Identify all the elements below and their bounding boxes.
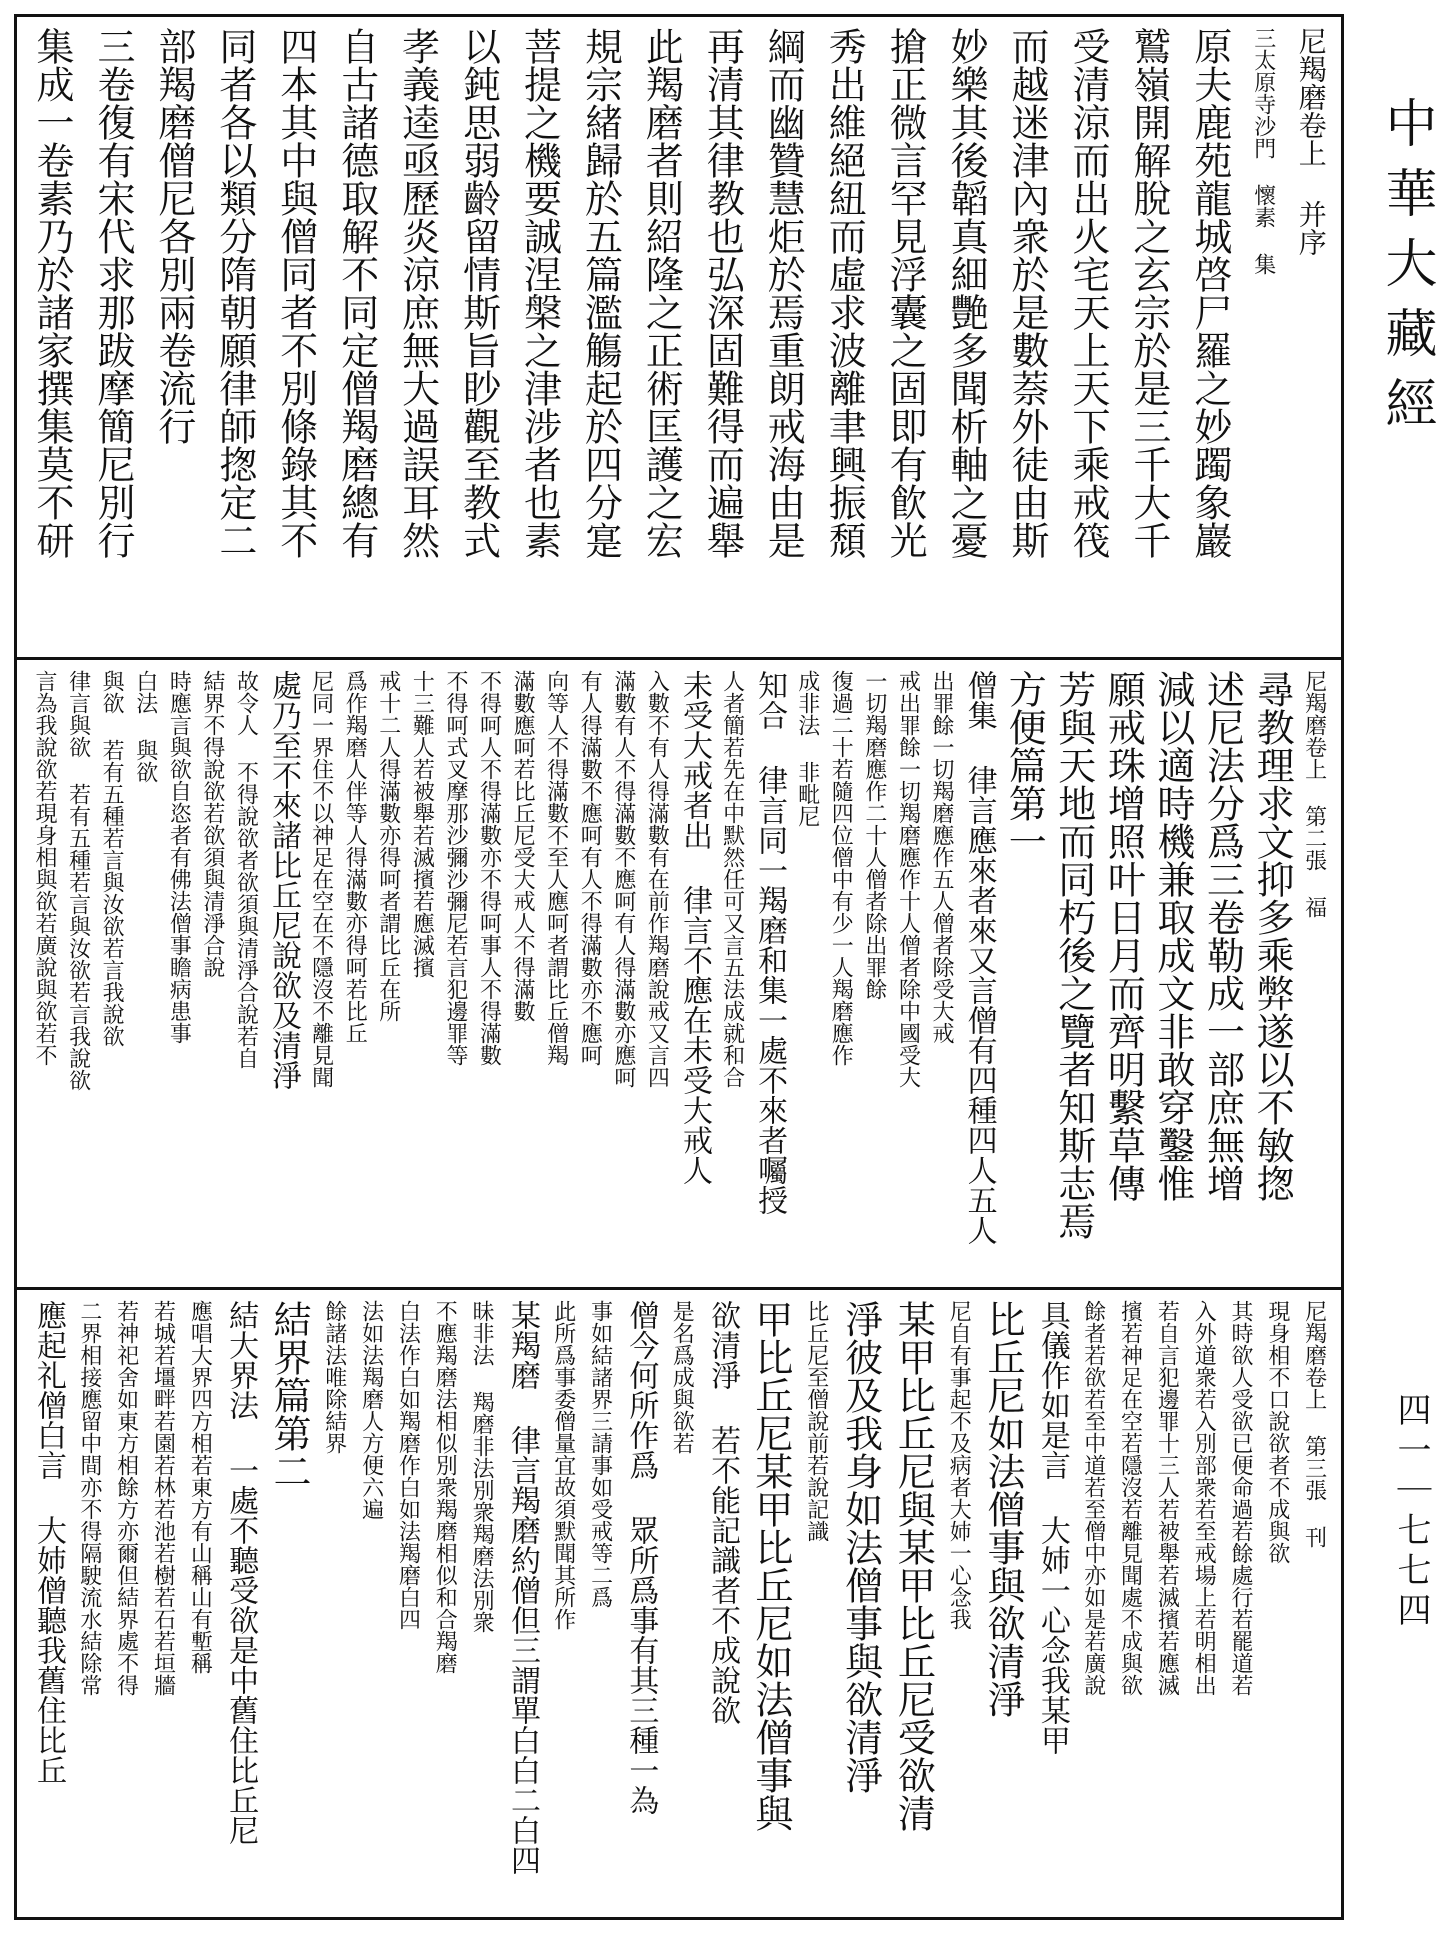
text-column: 出罪餘一切羯磨應作五人僧者除受大戒 <box>929 670 955 1044</box>
text-column: 滿數應呵若比丘尼受大戒人不得滿數 <box>510 670 536 1022</box>
text-column: 與欲 若有五種若言與汝欲若言我說欲 <box>99 670 125 1047</box>
text-column: 律言與欲 若有五種若言與汝欲若言我說欲 <box>65 670 91 1091</box>
text-column: 戒出罪餘一切羯磨應作十人僧者除中國受大 <box>895 670 921 1088</box>
text-column: 部羯磨僧尼各別兩卷流行 <box>151 27 196 445</box>
text-column: 此羯磨者則紹隆之正術匡護之宏 <box>639 27 684 559</box>
text-column: 昧非法 羯磨非法別衆羯磨法別衆 <box>469 1300 495 1633</box>
text-column: 時應言與欲自恣者有佛法僧事瞻病患事 <box>166 670 192 1044</box>
text-column: 而越迷津內衆於是數萘外徒由斯 <box>1005 27 1049 559</box>
text-column: 甲比丘尼某甲比丘尼如法僧事與 <box>748 1300 793 1832</box>
text-column: 餘諸法唯除結界 <box>321 1300 347 1454</box>
text-column: 應起礼僧白言 大姉僧聽我舊住比丘 <box>31 1300 66 1785</box>
text-column: 原夫鹿苑龍城啓尸羅之妙躅象巖 <box>1187 27 1232 559</box>
scripture-page <box>14 14 1344 1920</box>
text-column: 現身相不口說欲者不成與欲 <box>1264 1300 1290 1564</box>
text-column: 願戒珠增照叶日月而齊明繫草傳 <box>1101 670 1146 1202</box>
text-column: 一切羯磨應作二十人僧者除出罪餘 <box>861 670 887 1000</box>
text-column: 若城若壃畔若園若林若池若樹若石若垣牆 <box>150 1300 176 1696</box>
column-group-middle <box>33 670 1325 1277</box>
text-column: 不應羯磨法相似別衆羯磨相似和合羯磨 <box>432 1300 458 1674</box>
text-column: 處乃至不來諸比丘尼說欲及清淨 <box>266 670 302 1090</box>
text-column: 是名爲成與欲若 <box>669 1300 695 1454</box>
text-column: 此所爲事委僧量宜故須默聞其所作 <box>550 1300 576 1630</box>
text-column: 白法 與欲 <box>132 670 158 783</box>
text-column: 自古諸德取解不同定僧羯磨總有 <box>334 27 379 559</box>
text-column: 入數不有人得滿數有在前作羯磨說戒又言四 <box>644 670 670 1088</box>
text-column: 爲作羯磨人伴等人得滿數亦得呵若比丘 <box>342 670 368 1044</box>
text-column: 向等人不得滿數不至人應呵者謂比丘僧羯 <box>543 670 569 1066</box>
text-column: 十三難人若被舉若滅擯若應滅擯 <box>409 670 435 978</box>
text-column: 妙樂其後韜真細艷多聞析軸之憂 <box>944 27 989 559</box>
text-column: 受清涼而出火宅天上天下乘戒筏 <box>1065 27 1110 559</box>
text-column: 芳與天地而同朽後之覽者知斯志焉 <box>1051 670 1096 1240</box>
text-column: 僧今何所作爲 眾所爲事有其三種一為 <box>623 1300 659 1815</box>
text-column: 方便篇第一 <box>1002 670 1047 860</box>
text-column: 戒十二人得滿數亦得呵者謂比丘在所 <box>375 670 401 1022</box>
text-panel-middle <box>14 660 1344 1290</box>
text-column: 僧集 律言應來者來又言僧有四種四人五人 <box>961 670 997 1245</box>
text-column: 尼同一界住不以神足在空在不隱沒不離見聞 <box>308 670 334 1088</box>
text-column: 其時欲人受欲已便命過若餘處行若罷道若 <box>1228 1300 1254 1696</box>
text-column: 擯若神足在空若隱沒若離見聞處不成與欲 <box>1117 1300 1143 1696</box>
text-column: 四本其中與僧同者不別條錄其不 <box>273 27 318 559</box>
text-column: 結大界法 一處不聽受欲是中舊住比丘尼 <box>223 1300 259 1845</box>
text-column: 尼自有事起不及病者大姉一心念我 <box>946 1300 972 1630</box>
text-column: 以鈍思弱齡留情斯旨眇觀至教式 <box>456 27 501 559</box>
text-column: 故令人 不得說欲者欲須與清淨合說若自 <box>233 670 259 1069</box>
text-column: 不得呵式叉摩那沙彌沙彌尼若言犯邊罪等 <box>442 670 468 1066</box>
page-number: 四一｜七七四 <box>1391 1392 1431 1632</box>
text-column: 三太原寺沙門 懷素 集 <box>1250 27 1276 275</box>
text-column: 再清其律教也弘深固難得而遍舉 <box>700 27 745 559</box>
text-column: 述尼法分爲三卷勒成一部庶無增 <box>1200 670 1245 1202</box>
text-column: 尋教理求文抑多乘弊遂以不敏揔 <box>1250 670 1295 1202</box>
collection-title: 中華大藏經 <box>1376 96 1436 446</box>
text-column: 綱而幽贊慧炬於焉重朗戒海由是 <box>761 27 806 559</box>
text-column: 事如結諸界三請事如受戒等二爲 <box>587 1300 613 1608</box>
text-column: 尼羯磨卷上 第三張 刊 <box>1301 1300 1327 1548</box>
text-column: 尼羯磨卷上 并序 <box>1294 27 1328 256</box>
column-group-top <box>30 27 1328 647</box>
text-column: 孝義逵亟歷炎涼庶無大過誤耳然 <box>395 27 440 559</box>
text-column: 菩提之機要誠涅槃之津涉者也素 <box>517 27 562 559</box>
text-column: 二界相接應留中間亦不得隔駛流水結除常 <box>76 1300 102 1696</box>
text-column: 某甲比丘尼與某甲比丘尼受欲清 <box>891 1300 936 1832</box>
text-column: 餘者若欲若至中道若至僧中亦如是若廣說 <box>1080 1300 1106 1696</box>
text-column: 言為我說欲若現身相與欲若廣說與欲若不 <box>32 670 57 1066</box>
text-column: 結界篇第二 <box>266 1300 311 1490</box>
column-group-bottom <box>33 1300 1325 1907</box>
text-column: 有人得滿數不應呵有人不得滿數亦不應呵 <box>577 670 603 1066</box>
text-column: 法如法羯磨人方便六遍 <box>358 1300 384 1520</box>
text-column: 鷲嶺開解脫之玄宗於是三千大千 <box>1126 27 1171 559</box>
text-column: 某羯磨 律言羯磨約僧但三謂單白白二白四 <box>504 1300 540 1875</box>
text-column: 若神祀舍如東方相餘方亦爾但結界處不得 <box>113 1300 139 1696</box>
text-panel-bottom <box>14 1290 1344 1920</box>
text-column: 未受大戒者出 律言不應在未受大戒人 <box>676 670 712 1185</box>
text-column: 比丘尼如法僧事與欲清淨 <box>981 1300 1026 1718</box>
text-column: 規宗緒歸於五篇濫觴起於四分寔 <box>578 27 623 559</box>
text-column: 比丘尼至僧說前若說記識 <box>803 1300 829 1542</box>
text-column: 淨彼及我身如法僧事與欲清淨 <box>838 1300 883 1794</box>
text-column: 同者各以類分隋朝願律師揔定二 <box>212 27 257 559</box>
text-column: 三卷復有宋代求那跋摩簡尼別行 <box>90 27 135 559</box>
text-column: 結界不得說欲若欲須與清淨合說 <box>199 670 225 978</box>
text-column: 白法作白如羯磨作白如法羯磨白四 <box>395 1300 421 1630</box>
text-column: 具儀作如是言 大姉一心念我某甲 <box>1034 1300 1070 1755</box>
text-column: 秀出維絕紐而虛求波離聿興振頹 <box>822 27 867 559</box>
text-column: 成非法 非毗尼 <box>794 670 820 827</box>
text-column: 搶正微言罕見浮囊之固即有飮光 <box>883 27 928 559</box>
text-column: 應唱大界四方相若東方有山稱山有塹稱 <box>187 1300 213 1674</box>
text-column: 人者簡若先在中默然任可又言五法成就和合 <box>719 670 745 1088</box>
text-column: 滿數有人不得滿數不應呵有人得滿數亦應呵 <box>610 670 636 1088</box>
text-column: 減以適時機兼取成文非敢穿鑿惟 <box>1150 670 1195 1202</box>
text-panel-top <box>14 14 1344 660</box>
text-column: 欲清淨 若不能記識者不成說欲 <box>705 1300 741 1725</box>
text-column: 知合 律言同一羯磨和集一處不來者囑授 <box>752 670 788 1215</box>
text-column: 復過二十若隨四位僧中有少一人羯磨應作 <box>828 670 854 1066</box>
text-column: 集成一卷素乃於諸家撰集莫不研 <box>30 27 74 559</box>
text-column: 若自言犯邊罪十三人若被舉若滅擯若應滅 <box>1154 1300 1180 1696</box>
text-column: 入外道衆若入別部衆若至戒場上若明相出 <box>1191 1300 1217 1696</box>
text-column: 不得呵人不得滿數亦不得呵事人不得滿數 <box>476 670 502 1066</box>
text-column: 尼羯磨卷上 第二張 福 <box>1301 670 1327 918</box>
